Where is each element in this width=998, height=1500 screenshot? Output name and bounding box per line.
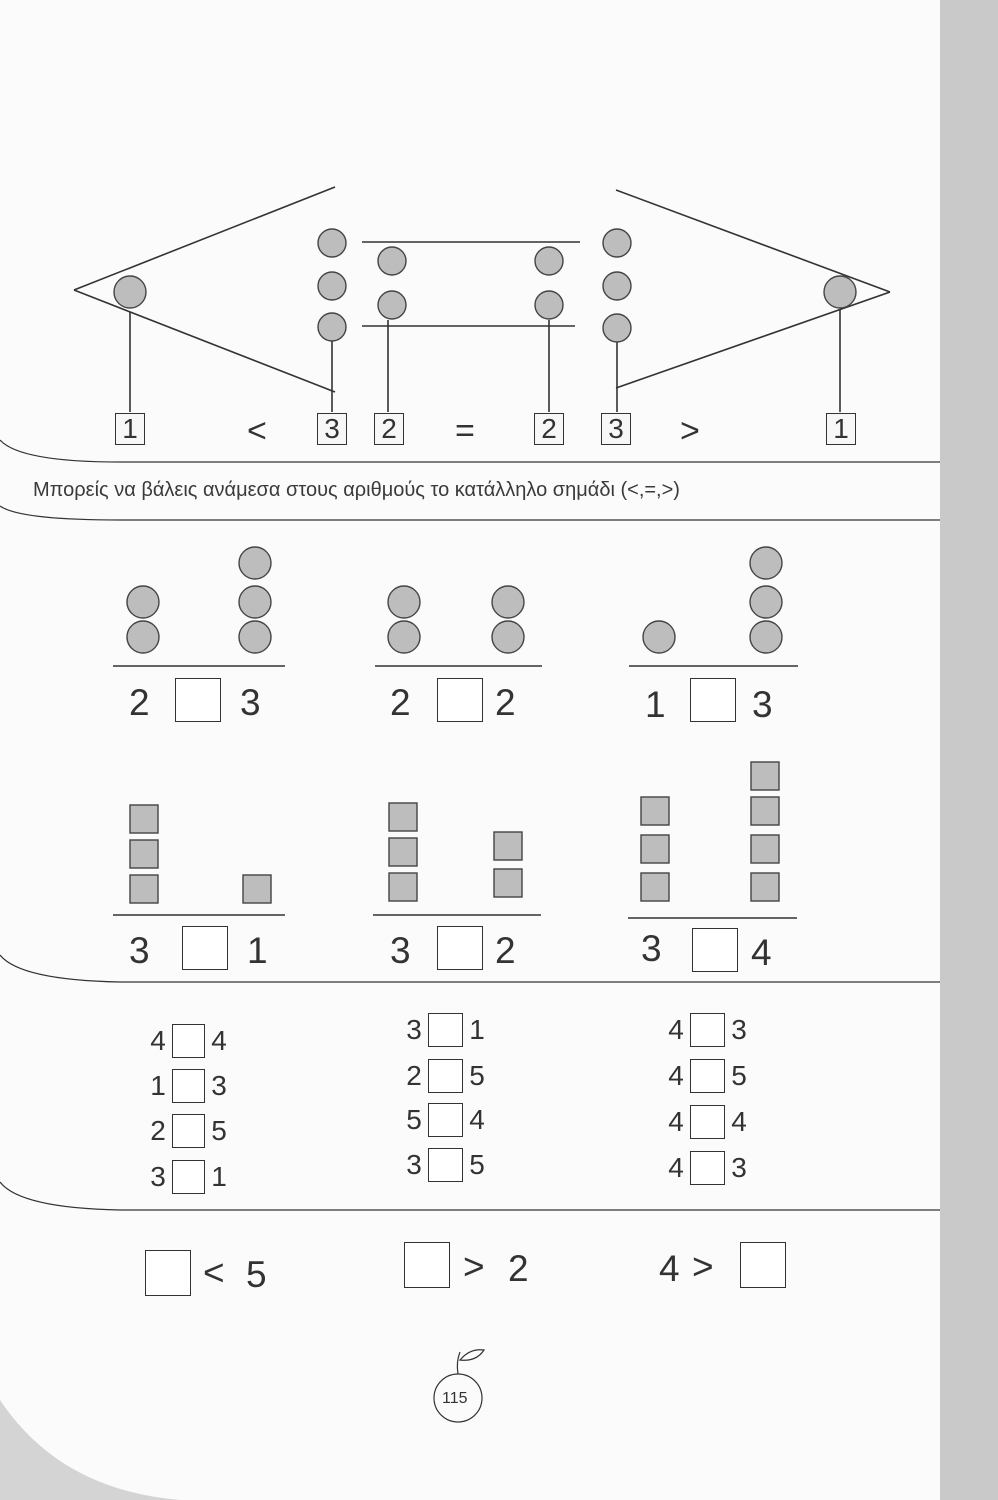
col2-row4-a: 3: [406, 1149, 422, 1180]
col3-row3-box[interactable]: [690, 1105, 725, 1139]
example-right-a-box: [601, 413, 631, 445]
col2-row1-box[interactable]: [428, 1013, 463, 1047]
col1-row3-a: 2: [150, 1115, 166, 1146]
col1-row1-box[interactable]: [172, 1024, 205, 1058]
square-ex2-right: 2: [495, 930, 516, 971]
example-left-number-box: [115, 413, 145, 445]
col3-row4-b: 3: [731, 1152, 747, 1183]
col3-row2-b: 5: [731, 1060, 747, 1091]
bottom-ex3-answer-box[interactable]: [740, 1242, 786, 1288]
page-number: 115: [442, 1390, 468, 1407]
circle-ex1-answer-box[interactable]: [175, 678, 221, 722]
col3-row3-a: 4: [668, 1106, 684, 1137]
example-left-b-box: [317, 413, 347, 445]
example-right-b: 1: [833, 413, 849, 444]
bottom-ex1-sign: <: [203, 1252, 225, 1293]
example-middle-b-box: [534, 413, 564, 445]
list-item: [404, 1013, 487, 1047]
list-item: [666, 1151, 749, 1185]
example-right-b-box: [826, 413, 856, 445]
col3-row1-b: 3: [731, 1014, 747, 1045]
square-ex1-right: 1: [247, 930, 268, 971]
example-middle-b: 2: [541, 413, 557, 444]
list-item: [404, 1059, 487, 1093]
col1-row4-b: 1: [211, 1161, 227, 1192]
circle-ex2-answer-box[interactable]: [437, 678, 483, 722]
list-item: [404, 1103, 487, 1137]
bottom-ex2-sign: >: [463, 1246, 485, 1287]
example-less-than-sign: <: [247, 412, 267, 450]
circle-ex1-left: 2: [129, 682, 150, 723]
bottom-ex3-sign: >: [692, 1246, 714, 1287]
example-left-a: 1: [122, 413, 138, 444]
col2-row2-box[interactable]: [428, 1059, 463, 1093]
list-item: [666, 1105, 749, 1139]
col2-row4-box[interactable]: [428, 1148, 463, 1182]
circle-ex3-answer-box[interactable]: [690, 678, 736, 722]
col3-row3-b: 4: [731, 1106, 747, 1137]
col3-row1-box[interactable]: [690, 1013, 725, 1047]
circle-ex2-left: 2: [390, 682, 411, 723]
bottom-ex2-answer-box[interactable]: [404, 1242, 450, 1288]
col1-row4-box[interactable]: [172, 1160, 205, 1194]
list-item: [148, 1114, 229, 1148]
square-ex1-answer-box[interactable]: [182, 926, 228, 970]
col2-row3-a: 5: [406, 1104, 422, 1135]
col2-row2-b: 5: [469, 1060, 485, 1091]
col1-row4-a: 3: [150, 1161, 166, 1192]
square-ex1-left: 3: [129, 930, 150, 971]
col2-row4-b: 5: [469, 1149, 485, 1180]
example-middle-a: 2: [381, 413, 397, 444]
col3-row1-a: 4: [668, 1014, 684, 1045]
col2-row2-a: 2: [406, 1060, 422, 1091]
list-item: [148, 1024, 229, 1058]
col3-row4-box[interactable]: [690, 1151, 725, 1185]
col2-row3-box[interactable]: [428, 1103, 463, 1137]
col1-row2-box[interactable]: [172, 1069, 205, 1103]
col1-row2-a: 1: [150, 1070, 166, 1101]
example-middle-a-box: [374, 413, 404, 445]
example-equals-sign: =: [455, 412, 475, 450]
col2-row1-b: 1: [469, 1014, 485, 1045]
col1-row3-box[interactable]: [172, 1114, 205, 1148]
circle-ex3-right: 3: [752, 684, 773, 725]
example-greater-than-sign: >: [680, 412, 700, 450]
circle-ex3-left: 1: [645, 684, 666, 725]
list-item: [666, 1059, 749, 1093]
col2-row1-a: 3: [406, 1014, 422, 1045]
col3-row2-box[interactable]: [690, 1059, 725, 1093]
circle-ex1-right: 3: [240, 682, 261, 723]
list-item: [666, 1013, 749, 1047]
col1-row1-a: 4: [150, 1025, 166, 1056]
col1-row2-b: 3: [211, 1070, 227, 1101]
bottom-ex1-right: 5: [246, 1254, 267, 1295]
square-ex3-right: 4: [751, 932, 772, 973]
col3-row2-a: 4: [668, 1060, 684, 1091]
instruction-text: Μπορείς να βάλεις ανάμεσα στους αριθμούς το κατάλληλο σημάδι (<,=,>): [33, 479, 680, 501]
list-item: [404, 1148, 487, 1182]
col2-row3-b: 4: [469, 1104, 485, 1135]
bottom-ex3-left: 4: [659, 1248, 680, 1289]
circle-ex2-right: 2: [495, 682, 516, 723]
col1-row3-b: 5: [211, 1115, 227, 1146]
bottom-ex1-answer-box[interactable]: [145, 1250, 191, 1296]
list-item: [148, 1069, 229, 1103]
square-ex2-left: 3: [390, 930, 411, 971]
example-right-a: 3: [608, 413, 624, 444]
col3-row4-a: 4: [668, 1152, 684, 1183]
square-ex3-answer-box[interactable]: [692, 928, 738, 972]
example-left-b: 3: [324, 413, 340, 444]
square-ex2-answer-box[interactable]: [437, 926, 483, 970]
list-item: [148, 1160, 229, 1194]
square-ex3-left: 3: [641, 928, 662, 969]
bottom-ex2-right: 2: [508, 1248, 529, 1289]
col1-row1-b: 4: [211, 1025, 227, 1056]
